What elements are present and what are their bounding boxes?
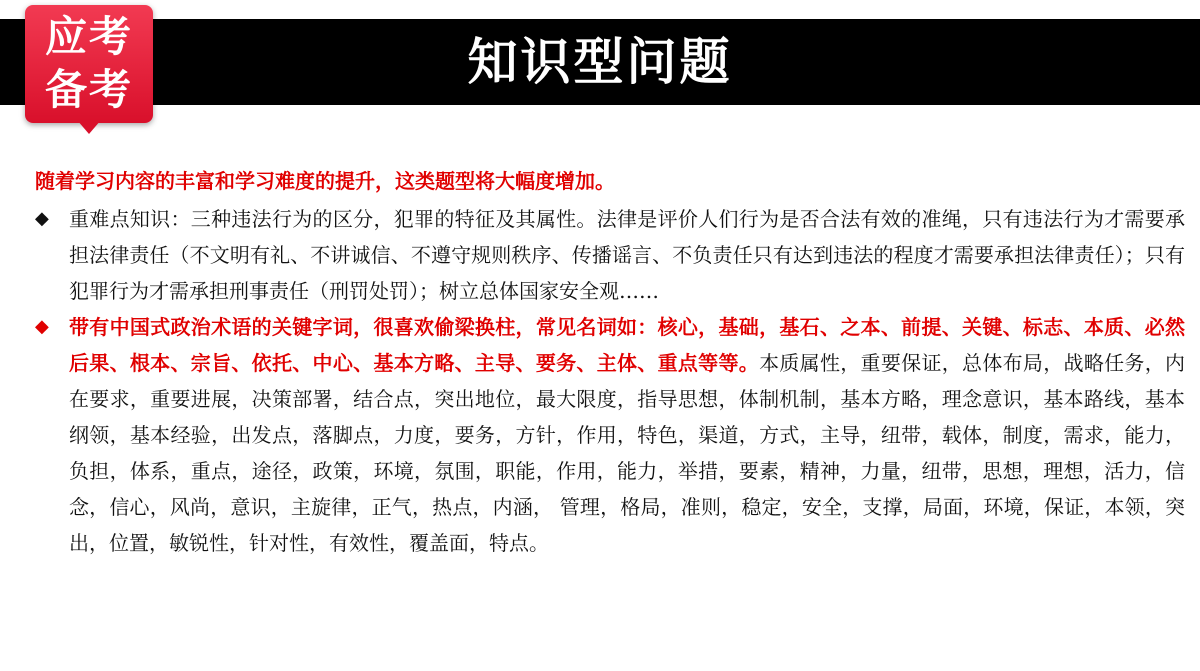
badge-text-line1: 应考 xyxy=(44,12,133,61)
badge-pointer xyxy=(77,120,101,134)
badge-text-line2: 备考 xyxy=(44,65,133,114)
intro-text: 随着学习内容的丰富和学习难度的提升，这类题型将大幅度增加。 xyxy=(35,169,615,193)
highlight-text: 带有中国式政治术语的关键字词，很喜欢偷梁换柱，常见名词如：核心，基础，基石、之本、前提、关键、标志、本质、必然后果、根本、宗旨、依托、中心、基本方略、主导、要务、主体、重点等等。 xyxy=(69,315,1185,375)
bullet-text: 重难点知识：三种违法行为的区分，犯罪的特征及其属性。法律是评价人们行为是否合法有效的准绳，只有违法行为才需要承担法律责任（不文明有礼、不讲诚信、不遵守规则秩序、传播谣言、不负责任只有达到违法的程度才需要承担法律责任）；只有犯罪行为才需承担刑事责任（刑罚处罚）；树立总体国家安全观…… xyxy=(69,207,1185,303)
bullet-item-key-knowledge xyxy=(35,201,1185,309)
content-area xyxy=(35,163,1185,561)
page-title: 知识型问题 xyxy=(467,32,733,91)
term-list-text: 本质属性，重要保证，总体布局，战略任务，内在要求，重要进展，决策部署，结合点，突出地位，最大限度，指导思想，体制机制，基本方略，理念意识，基本路线，基本纲领，基本经验，出发点，落脚点，力度，要务，方针，作用，特色，渠道，方式，主导，纽带，载体，制度，需求，能力，负担，体系，重点，途径，政策，环境，氛围，职能，作用，能力，举措，要素，精神，力量，纽带，思想，理想，活力，信念，信心，风尚，意识，主旋律，正气，热点，内涵， 管理，格局，准则，稳定，安全，支撑，局面，环境，保证，本领，突出，位置，敏锐性，针对性，有效性，覆盖面，特点。 xyxy=(69,351,1186,555)
bullet-text xyxy=(69,309,1185,561)
bullet-item-political-terms xyxy=(35,309,1185,561)
diamond-bullet-icon: ◆ xyxy=(35,208,49,229)
diamond-bullet-icon: ◆ xyxy=(35,316,49,337)
